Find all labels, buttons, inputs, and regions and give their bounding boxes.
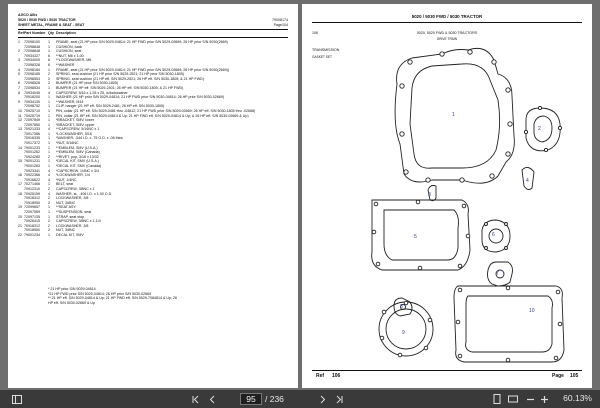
row-description: **SEAT ASY. <box>56 205 77 210</box>
row-qty: 1 <box>48 40 50 44</box>
callout-3: 3 <box>428 192 431 198</box>
row-qty: 1 <box>48 214 50 219</box>
gasket-set-label: GASKET SET <box>312 55 332 59</box>
row-ref: 21 <box>18 223 22 228</box>
row-qty: 1 <box>48 95 50 100</box>
row-qty: 4 <box>48 191 50 196</box>
callout-1: 1 <box>452 112 455 118</box>
row-part-number: 79001231 <box>24 159 40 164</box>
row-qty: 2 <box>48 187 50 191</box>
row-description: **EMBLEM, SMV (Canada) <box>56 150 100 155</box>
row-part-number: 72098100 <box>24 40 40 44</box>
row-ref: 6 <box>18 81 20 86</box>
callout-10: 10 <box>529 308 535 314</box>
row-part-number: 72098848 <box>24 49 40 54</box>
row-qty: 1 <box>48 209 50 214</box>
row-qty: 2 <box>48 81 50 86</box>
row-qty: 1 <box>48 67 50 72</box>
row-ref: 11 <box>18 113 22 118</box>
row-ref: 8 <box>18 90 20 95</box>
note-line: ** 21 HP eff. S/N 5029-04814 & Up; 21 HP FWD eff. S/N 5029-7084814 & Up; 26 HP eff. S/N 5030-02669 & Up <box>48 296 177 305</box>
sidebar-toggle-icon[interactable] <box>10 392 24 406</box>
row-qty: 1 <box>48 113 50 118</box>
row-description: NUT, 3/8NC <box>56 228 76 233</box>
row-description: **NUT, M6 x 1.00 <box>56 53 84 58</box>
row-part-number: 72097559 <box>24 209 40 214</box>
row-description: *LOCKWASHER, 5/16 <box>56 131 92 136</box>
row-qty: 1 <box>48 164 50 169</box>
note-line: *21 HP FWD prior S/N 5029-04814; 26 HP prior S/N 5030-02669 <box>48 291 152 296</box>
row-part-number: 72097850 <box>24 122 40 127</box>
callout-5: 5 <box>414 234 417 240</box>
gasket-1-inner <box>410 64 500 168</box>
row-ref: 20 <box>18 214 22 219</box>
gasket-5-outline <box>372 200 470 270</box>
row-description: **SUSPENSION, seat <box>56 209 92 214</box>
row-qty: 6 <box>48 53 50 58</box>
page-left <box>8 4 298 388</box>
fit-page-icon[interactable] <box>490 392 504 406</box>
subsection-title: SHEET METAL, FRAME & SEAT - SEAT <box>18 23 85 27</box>
row-description: *DECAL KIT, SMV (Canada) <box>56 164 102 169</box>
row-description: **WASHER, M14 <box>56 99 84 104</box>
row-part-number: 70916622 <box>24 177 40 182</box>
row-part-number: 72097135 <box>24 214 40 219</box>
doc-number: 79008174 <box>272 18 288 22</box>
gasket-diagram <box>302 4 592 388</box>
row-description: NUT, 3/8NC <box>56 200 76 205</box>
table-header-rule <box>18 37 288 38</box>
row-part-number: 70922366 <box>24 173 40 178</box>
note-line: * 21 HP prior S/N 5029-04814 <box>48 287 96 291</box>
row-part-number: 79001234 <box>24 232 40 237</box>
row-ref: 9 <box>18 99 20 104</box>
row-part-number: 70918950 <box>24 200 40 205</box>
col-qty: Qty <box>48 31 54 35</box>
drive-train-label: DRIVE TRAIN <box>436 37 458 41</box>
row-description: WASHER, st., .406 I.D. x 1.00 O.D. <box>56 191 113 196</box>
row-part-number: 70934327 <box>24 53 40 58</box>
row-part-number: 72098752 <box>24 104 40 109</box>
footer-page-label: Page <box>552 373 564 379</box>
prev-page-icon[interactable] <box>206 392 218 406</box>
row-ref: 4 <box>18 67 20 72</box>
row-description: CUSHION, back <box>56 44 83 49</box>
row-part-number: 70934045 <box>24 90 40 95</box>
header-rule <box>18 29 288 30</box>
row-part-number: 70912310 <box>24 187 40 191</box>
row-part-number: 72098185 <box>24 72 40 77</box>
row-part-number: 72098528 <box>24 81 40 86</box>
row-description: BUMPER (21 HP eff. S/N 5029-2401; 26 HP eff. S/N 5030-1805; & 21 HP FWD) <box>56 85 184 90</box>
row-qty: 4 <box>48 173 50 178</box>
right-section-title: 5020 / 5030 FWD / 5030 TRACTOR <box>411 14 483 19</box>
row-description: STRAP, seat stop <box>56 214 85 219</box>
row-part-number: 72098534 <box>24 85 40 90</box>
row-qty: 1 <box>48 159 50 164</box>
row-description: CAPSCREW, 3/8NC x 1 <box>56 187 95 191</box>
row-part-number: 70917372 <box>24 141 40 146</box>
row-qty: 2 <box>48 219 50 224</box>
parts-notes <box>48 287 178 305</box>
footer-ref-value: 106 <box>332 373 341 379</box>
callout-7: 7 <box>496 271 499 277</box>
row-description: BELT, seat <box>56 182 74 187</box>
row-part-number: 70918950 <box>24 228 40 233</box>
row-ref: 1 <box>18 40 20 44</box>
row-description: CAPSCREW, 5/16 x 1.25 x 25, w/lockwasher <box>56 90 128 95</box>
page-navigator <box>240 392 328 406</box>
section-title: 5020 / 5030 FWD / 5030 TRACTOR <box>18 18 76 22</box>
row-part-number: 70925710 <box>24 108 40 113</box>
row-qty: 1 <box>48 118 50 123</box>
row-qty: 1 <box>48 99 50 104</box>
right-subtitle: 5020, 5020 FWD & 5030 TRACTORS <box>416 31 478 35</box>
row-description: DECAL KIT, SMV <box>56 232 84 237</box>
row-description: **LOCKWASHER, M6 <box>56 58 92 63</box>
row-description: **RIVET, pop, 3/16 x 13/32 <box>56 154 99 159</box>
row-ref: 7 <box>18 85 20 90</box>
row-qty: 1 <box>48 150 50 155</box>
row-part-number: 72098553 <box>24 76 40 81</box>
row-qty: 2 <box>48 72 50 77</box>
row-description: **EMBLEM, SMV (U.S.A.) <box>56 145 98 150</box>
transmission-label: TRANSMISSION <box>312 48 340 52</box>
row-ref: 2 <box>18 49 20 54</box>
row-ref: 19 <box>18 205 22 210</box>
row-part-number: 79001262 <box>24 150 40 155</box>
row-part-number: 70923341 <box>24 168 40 173</box>
row-ref: 13 <box>18 127 22 132</box>
row-ref: 16 <box>18 173 22 178</box>
right-footer-rule <box>312 370 582 371</box>
row-ref: 22 <box>18 232 22 237</box>
row-part-number: 70271466 <box>24 182 40 187</box>
footer-ref-label: Ref <box>316 373 325 379</box>
zoom-in-icon[interactable] <box>538 392 550 406</box>
row-part-number: 70934009 <box>24 58 40 63</box>
row-part-number: 70934130 <box>24 99 40 104</box>
row-qty: 1 <box>48 136 50 141</box>
row-part-number: 72098328 <box>24 62 40 67</box>
row-part-number: 70916335 <box>24 136 40 141</box>
row-description: *CAPSCREW, 1/4NC x 3/4 <box>56 168 99 173</box>
row-qty: 2 <box>48 223 50 228</box>
row-part-number: 70918312 <box>24 196 40 201</box>
brand-name: AGCO Allis <box>18 13 38 17</box>
right-ref-top: 106 <box>312 31 318 35</box>
row-part-number: 72099657 <box>24 205 40 210</box>
row-description: **WASHER <box>56 62 75 67</box>
row-description: **CAPSCREW, 5/16NC x 1 <box>56 127 100 132</box>
row-description: CUSHION, seat <box>56 49 82 54</box>
row-qty: 1 <box>48 141 50 146</box>
footer-page-value: 105 <box>570 373 579 379</box>
row-part-number: 70918312 <box>24 223 40 228</box>
row-part-number: 79001233 <box>24 145 40 150</box>
next-page-icon[interactable] <box>316 392 328 406</box>
row-qty: 1 <box>48 108 50 113</box>
row-ref: 5 <box>18 72 20 77</box>
row-qty: 4 <box>48 127 50 132</box>
row-part-number: 70925159 <box>24 191 40 196</box>
row-qty: 1 <box>48 232 50 237</box>
row-description: *DECAL KIT, SMV (U.S.A.) <box>56 159 99 164</box>
row-part-number: 72098184 <box>24 67 40 72</box>
row-description: SPRING, seat cushion (21 HP prior S/N 5029-2521; 21 HP prior S/N 5030-1805) <box>56 72 184 77</box>
row-qty: 4 <box>48 177 50 182</box>
row-description: WASHER (21 HP prior S/N 5029-04814; 21 HP FWD prior S/N 5030-04814; 26 HP prior S/N 5030-02669) <box>56 95 225 100</box>
row-ref: 15 <box>18 159 22 164</box>
row-qty: 1 <box>48 131 50 136</box>
row-description: *BRACKET, SMV, upper <box>56 122 95 127</box>
row-description: SPRING, seat cushion (21 HP eff. S/N 5029-2521; 26 HP eff. S/N 5030-1805; & 21 HP FWD) <box>56 76 204 81</box>
row-qty: 1 <box>48 145 50 150</box>
row-description: FRAME, seat (21 HP prior S/N 5029-04814; 21 HP FWD prior S/N 5029-02669; 26 HP prior S/N 5030(2669)) <box>56 67 229 72</box>
row-qty: 6 <box>48 62 50 67</box>
row-description: *LOCKWASHER, 1/4 <box>56 173 90 178</box>
row-qty: 6 <box>48 58 50 63</box>
row-qty: 4 <box>48 168 50 173</box>
page-total: / 236 <box>265 394 284 404</box>
callout-2: 2 <box>538 126 541 132</box>
row-ref: 12 <box>18 118 22 123</box>
row-qty: 1 <box>48 44 50 49</box>
row-part-number: 70918200 <box>24 95 40 100</box>
row-description: *NUT, 1/4NC <box>56 177 77 182</box>
callout-4: 4 <box>526 178 529 184</box>
row-qty: 2 <box>48 76 50 81</box>
row-description: PIN, collar (21 HP eff. S/N 5029-04814 & Up; 21 HP FWD eff. S/N 5029-04814 & Up; & 26 HP eff. S/N 5030-02669 & Up) <box>56 113 249 118</box>
current-page-input[interactable] <box>240 393 262 405</box>
row-description: BUMPER (21 HP prior S/N 5030-1805) <box>56 81 119 86</box>
zoom-out-icon[interactable] <box>524 392 536 406</box>
callout-8: 8 <box>400 304 403 310</box>
callout-6: 6 <box>492 232 495 238</box>
gasket-8-outline <box>394 298 412 316</box>
row-description: CLIP, hanger (21 HP eff. S/N 5029-2481; 26 HP eff. S/N 5030-1805) <box>56 104 165 109</box>
callout-9: 9 <box>402 330 405 336</box>
row-qty: 4 <box>48 90 50 95</box>
row-part-number: 70925719 <box>24 113 40 118</box>
row-part-number: 79001263 <box>24 164 40 169</box>
row-part-number: 70921333 <box>24 127 40 132</box>
row-qty: 1 <box>48 122 50 127</box>
row-qty: 1 <box>48 104 50 109</box>
row-qty: 2 <box>48 228 50 233</box>
row-ref: 18 <box>18 191 22 196</box>
row-part-number: 72098848 <box>24 44 40 49</box>
row-description: PIN, collar (21 HP eff. S/N 5029-0481 thru -04812; 21 HP FWD prior S/N 5029-02669; 26 HP eff. S/N 5030-1805 thru -02668) <box>56 108 256 113</box>
row-ref: 3 <box>18 58 20 63</box>
row-part-number: 70917366 <box>24 131 40 136</box>
gasket-7-outline <box>488 262 513 286</box>
last-page-icon[interactable] <box>332 392 344 406</box>
row-ref: 10 <box>18 108 22 113</box>
row-ref: 14 <box>18 145 22 150</box>
row-part-number: 72097849 <box>24 118 40 123</box>
row-description: LOCKWASHER, 3/8 <box>56 223 89 228</box>
col-description: Description <box>56 31 76 35</box>
row-part-number: 70924280 <box>24 154 40 159</box>
gasket-2-outline <box>526 108 560 151</box>
parts-table <box>18 40 290 238</box>
zoom-level[interactable]: 60.13% <box>563 393 592 403</box>
row-description: *WASHER, .344 I.D. x .75 O.D. x .06 thick <box>56 136 123 141</box>
parts-table-header <box>18 31 290 36</box>
row-qty: 1 <box>48 182 50 187</box>
row-qty: 1 <box>48 205 50 210</box>
row-description: LOCKWASHER, 3/8 <box>56 196 89 201</box>
first-page-icon[interactable] <box>190 392 202 406</box>
row-qty: 2 <box>48 200 50 205</box>
row-description: FRAME, seat (21 HP prior S/N 5029-04814; 21 HP FWD prior S/N 5029-02669; 26 HP prior S/N 5030(2669) <box>56 40 228 44</box>
row-part-number: 70926415 <box>24 219 40 224</box>
table-row <box>18 233 290 238</box>
page-right <box>302 4 592 388</box>
row-qty: 2 <box>48 196 50 201</box>
row-qty: 2 <box>48 154 50 159</box>
fit-width-icon[interactable] <box>506 392 520 406</box>
row-description: *BRACKET, SMV, lower <box>56 118 95 123</box>
row-description: *NUT, 5/16NC <box>56 141 79 146</box>
row-qty: 1 <box>48 85 50 90</box>
col-part-number: Part Number <box>24 31 46 35</box>
row-ref: 17 <box>18 182 22 187</box>
row-description: CAPSCREW, 3/8NC x 1-1/4 <box>56 219 101 224</box>
row-qty: 1 <box>48 49 50 54</box>
col-ref: Ref <box>18 31 24 35</box>
page-ref: Page104 <box>273 23 288 27</box>
viewer-toolbar <box>0 390 600 408</box>
